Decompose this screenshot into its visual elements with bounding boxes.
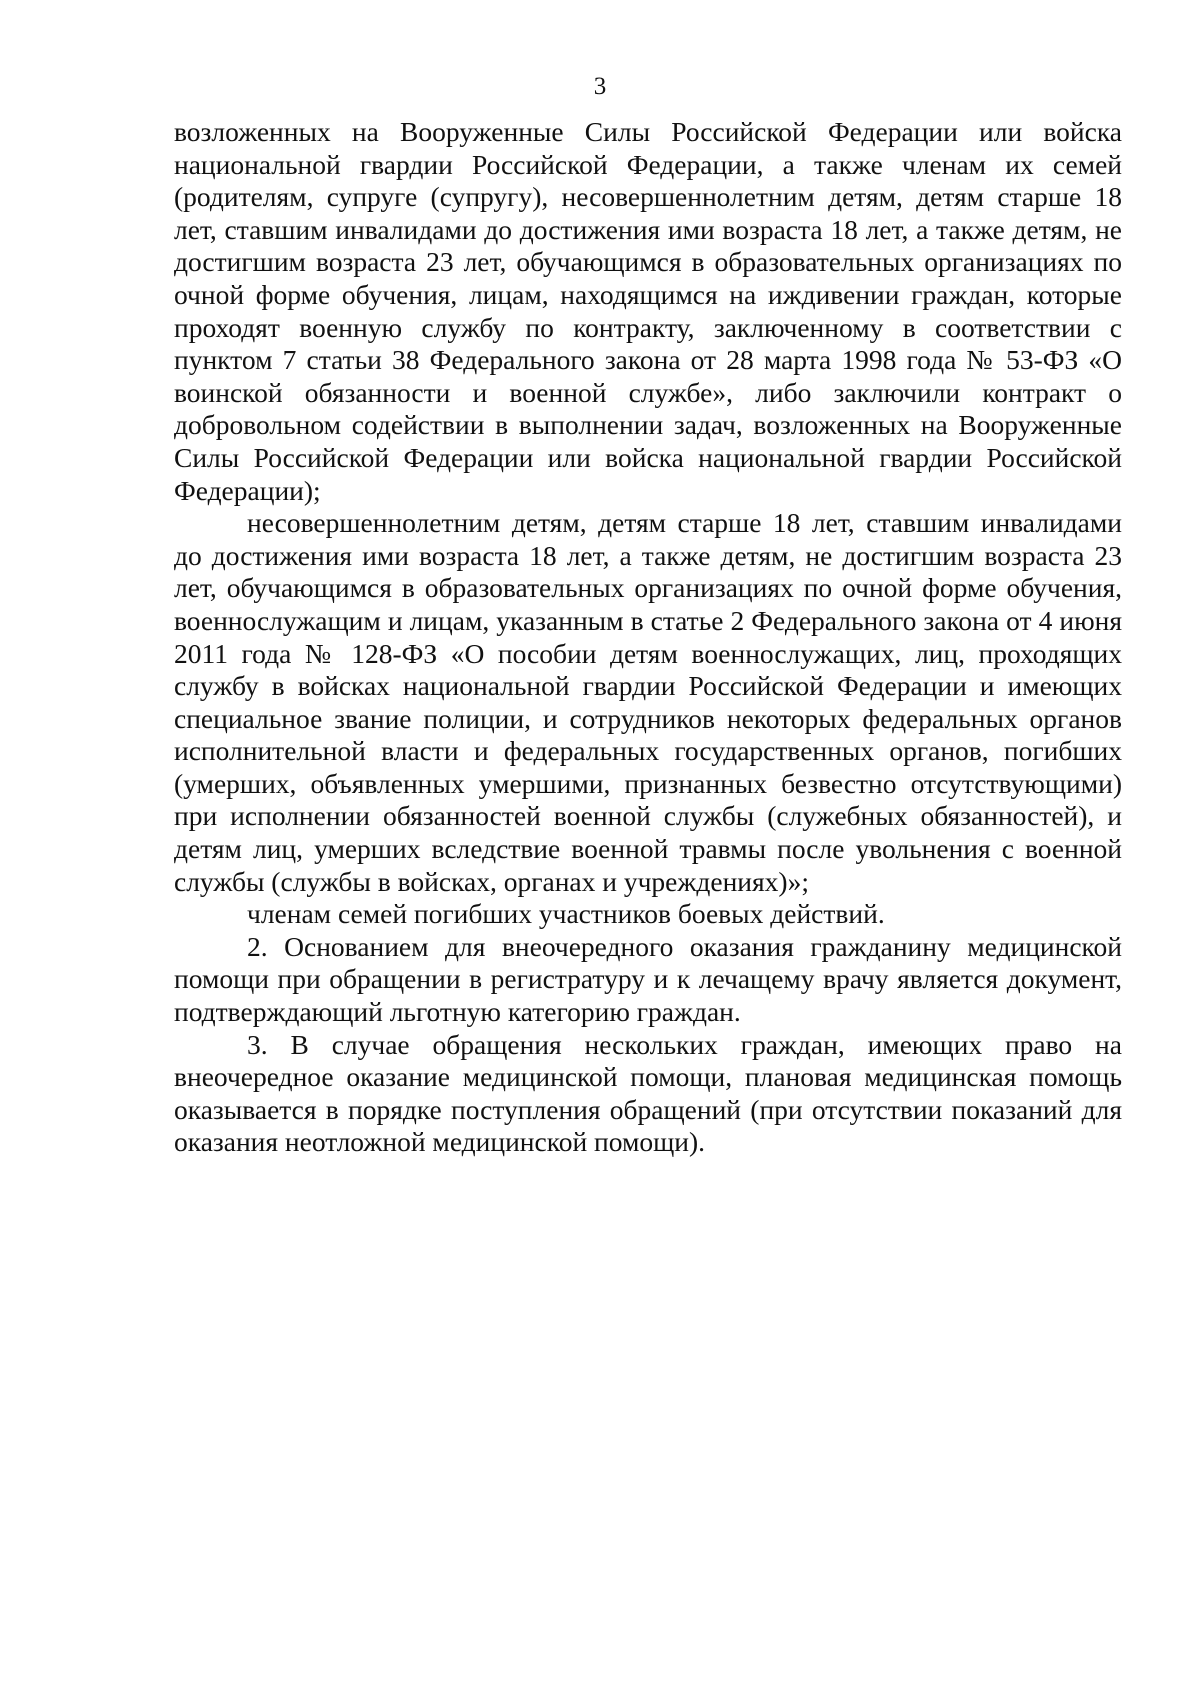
paragraph-minors: несовершеннолетним детям, детям старше 18 лет, ставшим инвалидами до достижения ими возраста 18 лет, а также детям, не достигшим возраста 23 лет, обучающимся в образовательных организациях по очной форме обучения, военнослужащим и лицам, указанным в статье 2 Федерального закона от 4 июня 2011 года № 128-ФЗ «О пособии детям военнослужащих, лиц, проходящих службу в войсках национальной гвардии Российской Федерации и имеющих специальное звание полиции, и сотрудников некоторых федеральных органов исполнительной власти и федеральных государственных органов, погибших (умерших, объявленных умершими, признанных безвестно отсутствующими) при исполнении обязанностей военной службы (служебных обязанностей), и детям лиц, умерших вследствие военной травмы после увольнения с военной службы (службы в войсках, органах и учреждениях)»;	[174, 507, 1122, 897]
page-number: 3	[593, 73, 607, 100]
paragraph-continuation: возложенных на Вооруженные Силы Российской Федерации или войска национальной гвардии Российской Федерации, а также членам их семей (родителям, супруге (супругу), несовершеннолетним детям, детям старше 18 лет, ставшим инвалидами до достижения ими возраста 18 лет, а также детям, не достигшим возраста 23 лет, обучающимся в образовательных организациях по очной форме обучения, лицам, находящимся на иждивении граждан, которые проходят военную службу по контракту, заключенному в соответствии с пунктом 7 статьи 38 Федерального закона от 28 марта 1998 года № 53-ФЗ «О воинской обязанности и военной службе», либо заключили контракт о добровольном содействии в выполнении задач, возложенных на Вооруженные Силы Российской Федерации или войска национальной гвардии Российской Федерации);	[174, 116, 1122, 506]
paragraph-item-2: 2. Основанием для внеочередного оказания гражданину медицинской помощи при обращении в регистратуру и к лечащему врачу является документ, подтверждающий льготную категорию граждан.	[174, 930, 1122, 1028]
paragraph-families: членам семей погибших участников боевых действий.	[247, 898, 885, 930]
document-body	[174, 116, 1122, 1159]
paragraph-item-3: 3. В случае обращения нескольких граждан, имеющих право на внеочередное оказание медицинской помощи, плановая медицинская помощь оказывается в порядке поступления обращений (при отсутствии показаний для оказания неотложной медицинской помощи).	[174, 1028, 1122, 1158]
